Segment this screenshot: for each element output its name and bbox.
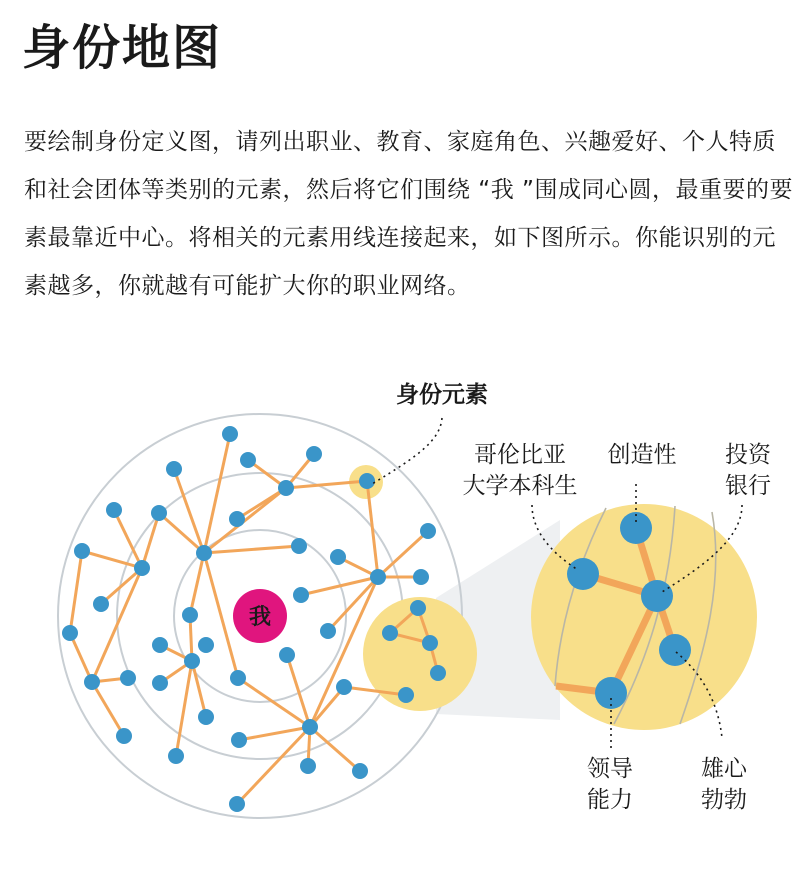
edge-4 [237,488,286,519]
identity-node-z [382,625,398,641]
edge-35 [310,727,360,771]
identity-node-ak [198,709,214,725]
edge-19 [70,551,82,633]
identity-node-ar [229,796,245,812]
edge-29 [328,577,378,631]
identity-node-aq [352,763,368,779]
label-banking-1: 投资 [725,442,771,468]
edge-10 [101,568,142,604]
edge-20 [70,633,92,682]
edge-9 [82,551,142,568]
identity-node-o [330,549,346,565]
label-columbia-1: 哥伦比亚 [474,442,566,468]
identity-node-ah [230,670,246,686]
identity-node-q [413,569,429,585]
identity-node-ab [184,653,200,669]
edge-23 [92,682,124,736]
identity-node-v [62,625,78,641]
identity-node-w [152,637,168,653]
identity-node-ao [168,748,184,764]
identity-node-f [359,473,375,489]
identity-node-ai [336,679,352,695]
label-leadership-1: 领导 [587,756,633,782]
edge-22 [92,568,142,682]
identity-node-t [293,587,309,603]
intro-paragraph: 要绘制身份定义图，请列出职业、教育、家庭角色、兴趣爱好、个人特质和社会团体等类别的元素，然后将它们围绕 “我 ”围成同心圆，最重要的要素最靠近中心。将相关的元素用线连接起来，如下图所示。你能识别的元素越多，你就越有可能扩大你的职业网络。 [24,129,793,299]
label-ambition-1: 雄心 [701,756,747,782]
identity-node-af [120,670,136,686]
label-columbia-2: 大学本科生 [462,473,578,499]
edge-11 [204,546,299,553]
edge-7 [142,513,159,568]
identity-node-d [166,461,182,477]
identity-node-a [222,426,238,442]
identity-node-l [134,560,150,576]
identity-node-r [93,596,109,612]
identity-node-u [410,600,426,616]
identity-node-m [196,545,212,561]
identity-node-e [278,480,294,496]
identity-node-ae [84,674,100,690]
identity-node-y [320,623,336,639]
edge-31 [287,655,310,727]
edge-13 [204,553,238,678]
label-creativity: 创造性 [607,442,677,468]
identity-node-aj [398,687,414,703]
element-label: 身份元素 [396,382,488,408]
label-ambition-2: 勃勃 [701,787,747,813]
label-leadership-2: 能力 [587,787,633,813]
identity-node-ac [279,647,295,663]
identity-node-x [198,637,214,653]
identity-node-al [302,719,318,735]
center-label: 我 [248,605,272,630]
identity-node-i [229,511,245,527]
zoom-node-columbia [567,558,599,590]
identity-node-g [106,502,122,518]
identity-node-ad [430,665,446,681]
edge-18 [176,661,192,756]
identity-node-an [231,732,247,748]
leader-element [372,418,442,484]
identity-node-ap [300,758,316,774]
identity-node-am [116,728,132,744]
identity-node-b [240,452,256,468]
edge-17 [192,661,206,717]
zoom-node-banking [641,580,673,612]
identity-node-p [370,569,386,585]
identity-node-n [291,538,307,554]
identity-node-c [306,446,322,462]
page-title: 身份地图 [22,20,223,76]
identity-node-k [74,543,90,559]
edge-28 [301,577,378,595]
label-banking-2: 银行 [725,473,771,499]
edge-32 [238,678,310,727]
identity-node-ag [152,675,168,691]
zoom-node-creativity [620,512,652,544]
identity-node-s [182,607,198,623]
identity-node-h [151,505,167,521]
identity-node-j [420,523,436,539]
identity-node-aa [422,635,438,651]
